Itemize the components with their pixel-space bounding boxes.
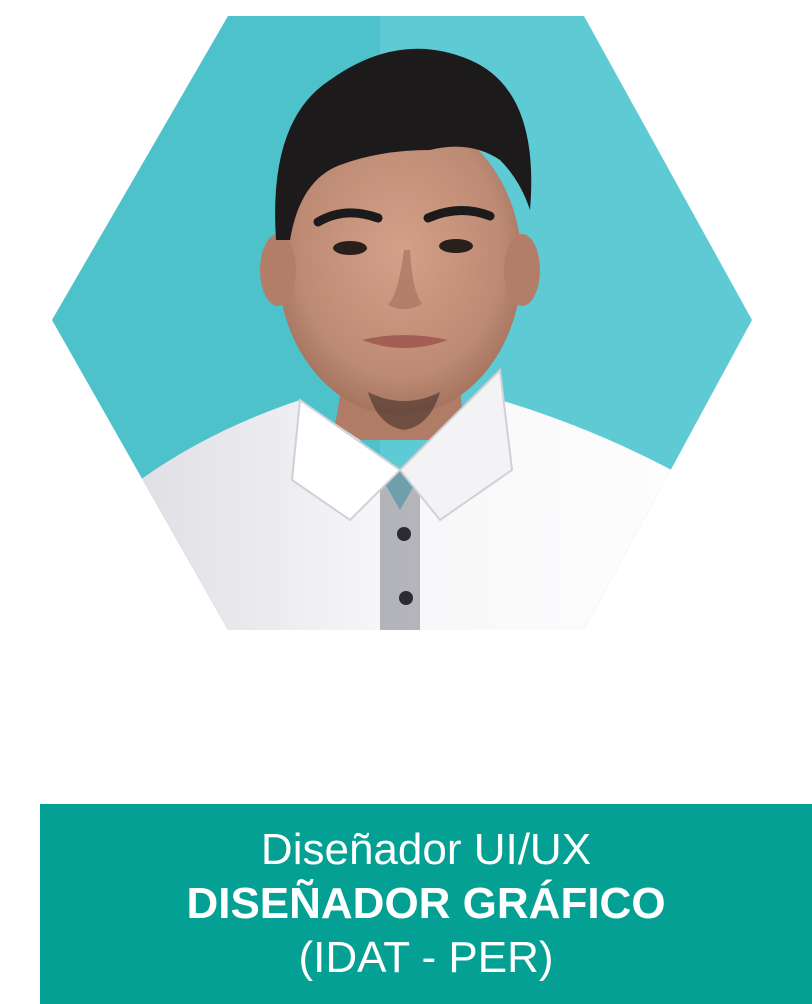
institution: (IDAT - PER) [298, 933, 554, 982]
role-primary: Diseñador UI/UX [260, 825, 592, 874]
role-secondary: DISEÑADOR GRÁFICO [186, 879, 666, 928]
shirt-button [397, 527, 411, 541]
shirt-button [399, 591, 413, 605]
profile-caption [40, 804, 812, 1004]
